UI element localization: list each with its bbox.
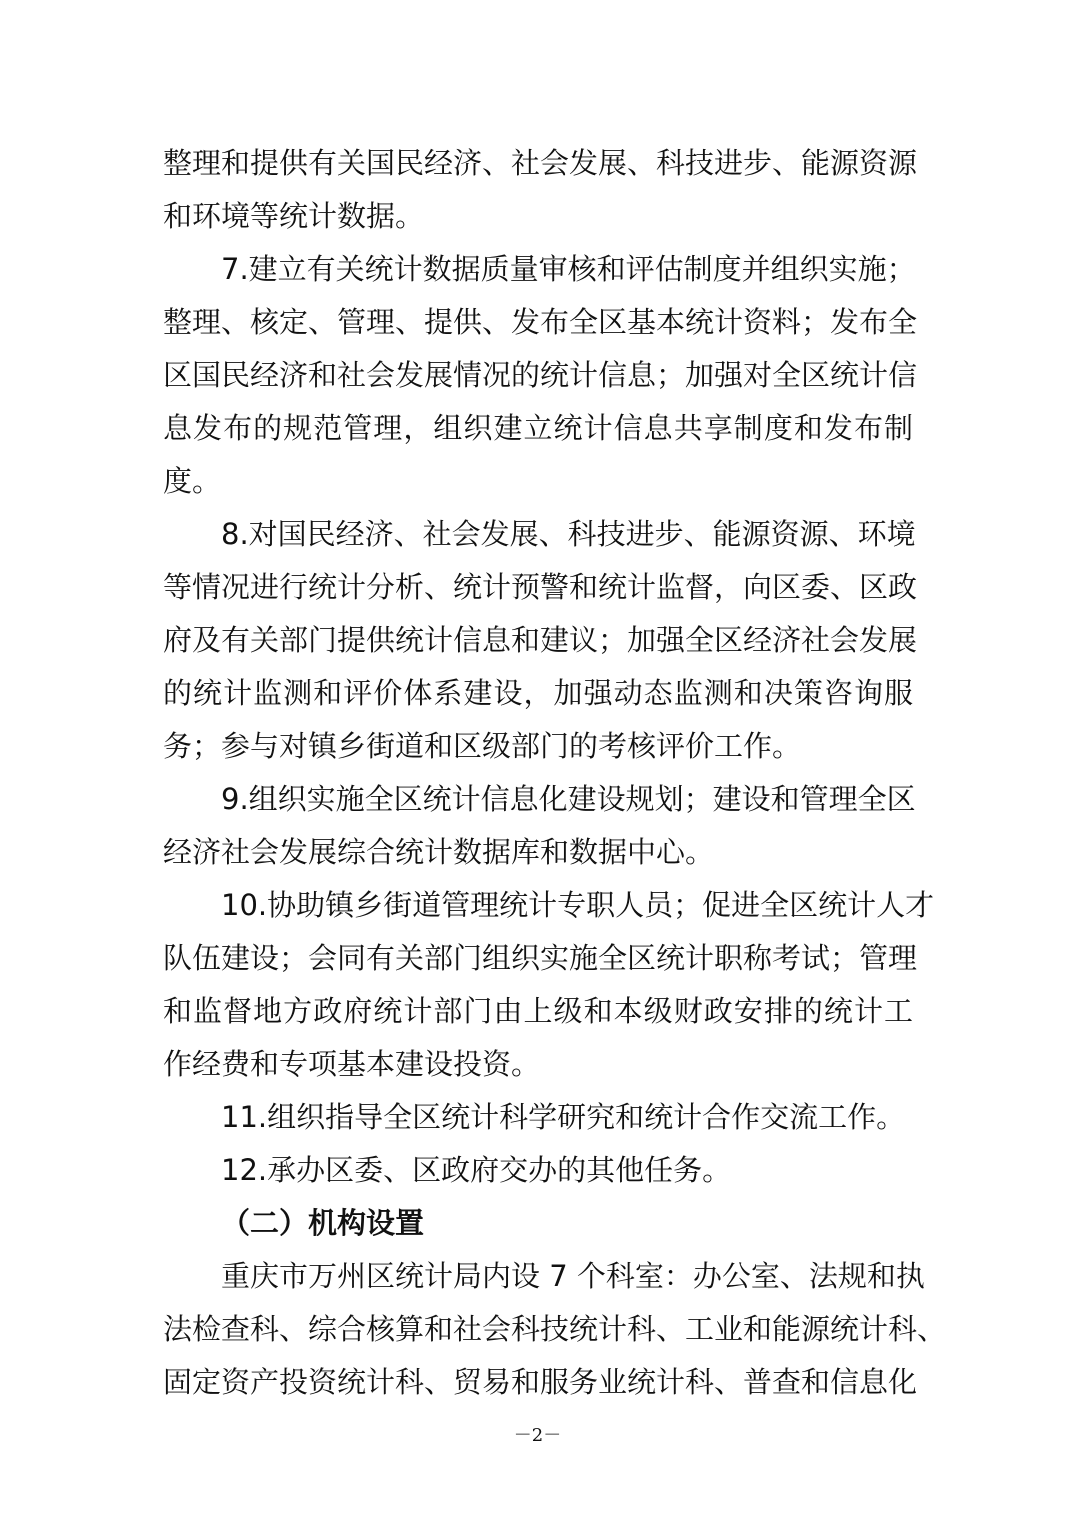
text-line-15: 10.协助镇乡街道管理统计专职人员；促进全区统计人才 xyxy=(221,888,935,922)
text-line-6: 息发布的规范管理，组织建立统计信息共享制度和发布制 xyxy=(163,411,913,445)
text-line-18: 作经费和专项基本建设投资。 xyxy=(163,1047,541,1081)
text-line-7: 度。 xyxy=(163,464,222,498)
text-line-3: 7.建立有关统计数据质量审核和评估制度并组织实施； xyxy=(221,252,916,286)
text-line-12: 务；参与对镇乡街道和区级部门的考核评价工作。 xyxy=(163,729,802,763)
text-line-24: 固定资产投资统计科、贸易和服务业统计科、普查和信息化 xyxy=(163,1365,918,1399)
text-line-17: 和监督地方政府统计部门由上级和本级财政安排的统计工 xyxy=(163,994,913,1028)
text-line-1: 整理和提供有关国民经济、社会发展、科技进步、能源资源 xyxy=(163,146,918,180)
section-heading: （二）机构设置 xyxy=(221,1206,425,1240)
text-line-13: 9.组织实施全区统计信息化建设规划；建设和管理全区 xyxy=(221,782,916,816)
text-line-23: 法检查科、综合核算和社会科技统计科、工业和能源统计科、 xyxy=(163,1312,947,1346)
text-line-8: 8.对国民经济、社会发展、科技进步、能源资源、环境 xyxy=(221,517,916,551)
text-line-2: 和环境等统计数据。 xyxy=(163,199,425,233)
text-line-4: 整理、核定、管理、提供、发布全区基本统计资料；发布全 xyxy=(163,305,918,339)
text-line-22: 重庆市万州区统计局内设 7 个科室：办公室、法规和执 xyxy=(221,1259,925,1293)
text-line-19: 11.组织指导全区统计科学研究和统计合作交流工作。 xyxy=(221,1100,906,1134)
document-body xyxy=(163,137,947,1409)
text-line-20: 12.承办区委、区政府交办的其他任务。 xyxy=(221,1153,732,1187)
text-line-16: 队伍建设；会同有关部门组织实施全区统计职称考试；管理 xyxy=(163,941,918,975)
text-line-14: 经济社会发展综合统计数据库和数据中心。 xyxy=(163,835,715,869)
text-line-10: 府及有关部门提供统计信息和建议；加强全区经济社会发展 xyxy=(163,623,918,657)
text-line-9: 等情况进行统计分析、统计预警和统计监督，向区委、区政 xyxy=(163,570,918,604)
page-number: －2－ xyxy=(513,1425,562,1446)
text-line-11: 的统计监测和评价体系建设，加强动态监测和决策咨询服 xyxy=(163,676,913,710)
text-line-5: 区国民经济和社会发展情况的统计信息；加强对全区统计信 xyxy=(163,358,918,392)
